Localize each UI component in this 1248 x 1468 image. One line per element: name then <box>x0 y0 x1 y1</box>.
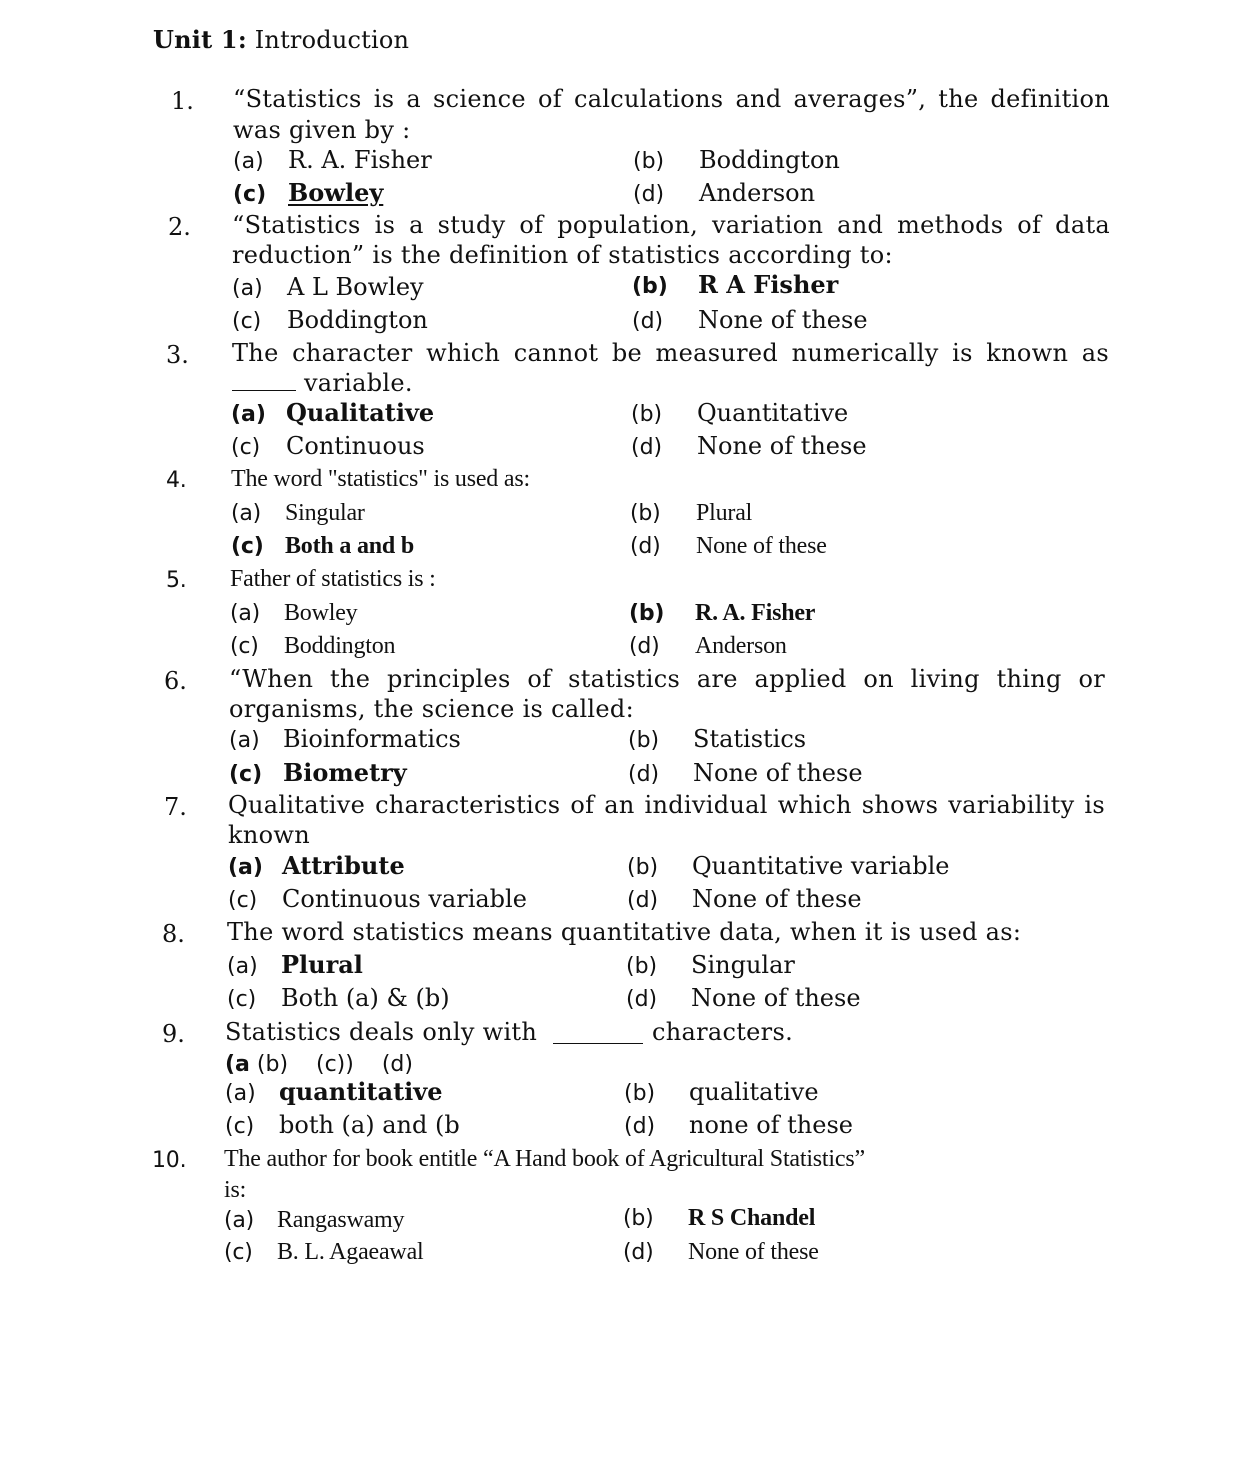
option-d[interactable]: (d) None of these <box>631 432 867 460</box>
option-b[interactable]: (b) Quantitative <box>631 399 849 427</box>
fill-in-blank <box>553 1023 643 1044</box>
stray-option-labels: (a (b) (c)) (d) <box>225 1052 413 1077</box>
question-stem-line1: “When the principles of statistics are applied on living thing or <box>229 665 1105 693</box>
question-number: 2. <box>168 213 191 241</box>
option-c[interactable]: (c) Boddington <box>232 306 428 334</box>
question-stem-line1: The character which cannot be measured numerically is known as <box>232 339 1109 367</box>
question-number: 7. <box>164 793 187 821</box>
option-d[interactable]: (d) None of these <box>632 306 868 334</box>
question-stem-line2: known <box>228 821 310 849</box>
option-d[interactable]: (d) none of these <box>624 1111 853 1139</box>
question-stem-line2: reduction” is the definition of statistics according to: <box>232 241 893 269</box>
unit-heading <box>153 24 409 56</box>
question-number: 1. <box>171 87 194 115</box>
option-a[interactable]: (a) R. A. Fisher <box>233 146 432 174</box>
option-d[interactable]: (d) None of these <box>630 533 827 559</box>
option-b[interactable]: (b) qualitative <box>624 1078 819 1106</box>
option-c[interactable]: (c) Both (a) & (b) <box>227 984 450 1012</box>
option-d[interactable]: (d) Anderson <box>633 179 816 207</box>
question-stem-before-blank: Statistics deals only with <box>225 1018 538 1046</box>
question-stem-line2: organisms, the science is called: <box>229 695 634 723</box>
option-b[interactable]: (b) Quantitative variable <box>627 852 950 880</box>
option-b-correct[interactable]: (b) R A Fisher <box>632 270 839 299</box>
question-number: 5. <box>166 568 187 593</box>
option-a[interactable]: (a) Singular <box>231 500 365 526</box>
option-c-correct[interactable]: (c) Biometry <box>229 758 407 787</box>
question-stem-line1: “Statistics is a science of calculations and averages”, the definition <box>233 85 1110 113</box>
fill-in-blank <box>232 370 296 391</box>
option-b-correct[interactable]: (b) R S Chandel <box>623 1205 816 1231</box>
option-b[interactable]: (b) Singular <box>626 951 795 979</box>
question-stem-after-blank: characters. <box>652 1018 793 1046</box>
question-stem-line1: Father of statistics is : <box>230 566 436 592</box>
option-a[interactable]: (a) A L Bowley <box>232 273 424 301</box>
option-d[interactable]: (d) None of these <box>626 984 861 1012</box>
option-d[interactable]: (d) None of these <box>627 885 862 913</box>
option-b[interactable]: (b) Boddington <box>633 146 840 174</box>
question-stem-line1: The word statistics means quantitative data, when it is used as: <box>227 918 1022 946</box>
unit-label: Unit 1: <box>153 25 247 54</box>
question-number: 4. <box>166 468 187 493</box>
question-number: 10. <box>152 1148 187 1173</box>
question-stem-line1: The word "statistics" is used as: <box>231 466 530 492</box>
option-c-correct[interactable]: (c) Bowley <box>233 178 384 207</box>
option-b[interactable]: (b) Statistics <box>628 725 807 753</box>
question-number: 9. <box>162 1020 185 1048</box>
option-a-correct[interactable]: (a) quantitative <box>225 1077 443 1106</box>
question-number: 6. <box>164 667 187 695</box>
option-b-correct[interactable]: (b) R. A. Fisher <box>629 600 816 626</box>
option-d[interactable]: (d) None of these <box>623 1239 819 1265</box>
option-a-correct[interactable]: (a) Qualitative <box>231 398 435 427</box>
unit-title: Introduction <box>254 26 410 54</box>
option-a[interactable]: (a) Bioinformatics <box>229 725 461 753</box>
question-number: 8. <box>162 920 185 948</box>
question-stem-line2: is: <box>224 1177 247 1203</box>
option-c[interactable]: (c) Continuous variable <box>228 885 527 913</box>
question-stem-line2: was given by : <box>233 116 411 144</box>
question-stem-line1: Qualitative characteristics of an individual which shows variability is <box>228 791 1105 819</box>
question-stem-line2: variable. <box>232 368 413 398</box>
option-a[interactable]: (a) Rangaswamy <box>224 1207 405 1233</box>
question-stem-line1: “Statistics is a study of population, variation and methods of data <box>232 211 1110 239</box>
option-c[interactable]: (c) Boddington <box>230 633 396 659</box>
option-d[interactable]: (d) None of these <box>628 759 863 787</box>
option-b[interactable]: (b) Plural <box>630 500 753 526</box>
option-c[interactable]: (c) both (a) and (b <box>225 1111 460 1139</box>
option-c-correct[interactable]: (c) Both a and b <box>231 533 414 559</box>
option-a[interactable]: (a) Bowley <box>230 600 358 626</box>
option-c[interactable]: (c) B. L. Agaeawal <box>224 1239 424 1265</box>
option-d[interactable]: (d) Anderson <box>629 633 787 659</box>
option-a-correct[interactable]: (a) Attribute <box>228 851 405 880</box>
question-stem-line1: The author for book entitle “A Hand book of Agricultural Statistics” <box>224 1146 865 1172</box>
option-a-correct[interactable]: (a) Plural <box>227 950 363 979</box>
option-c[interactable]: (c) Continuous <box>231 432 425 460</box>
question-number: 3. <box>166 341 189 369</box>
